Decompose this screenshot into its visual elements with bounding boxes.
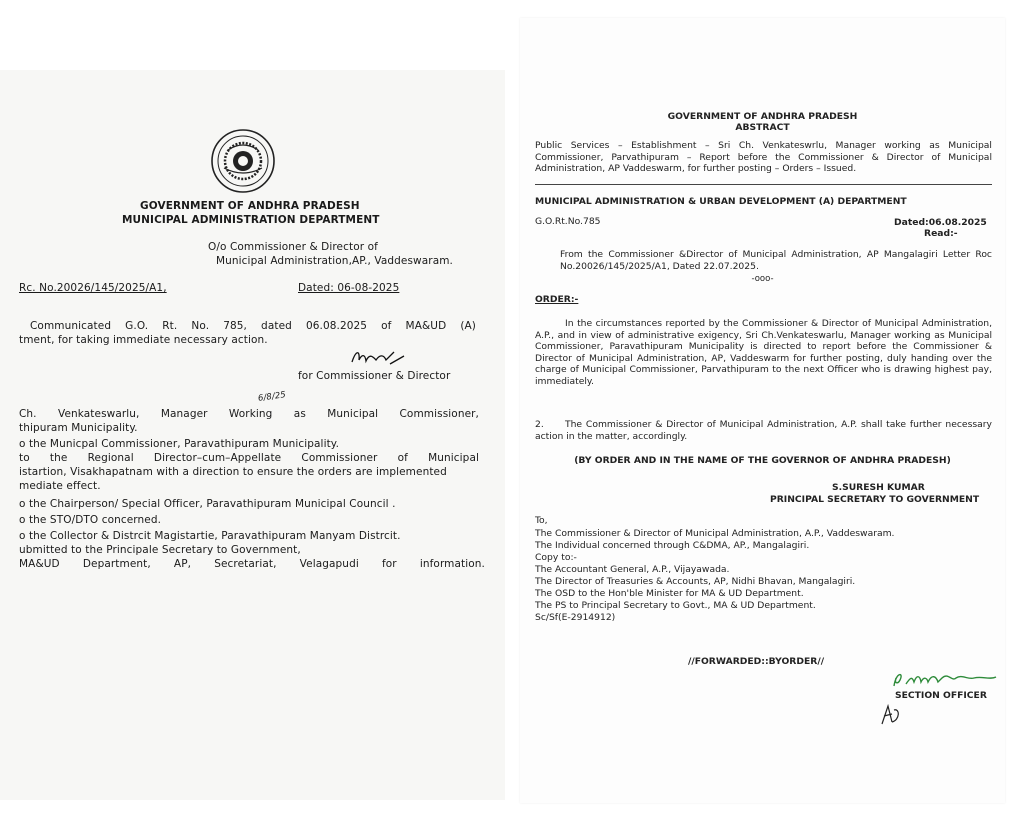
state-emblem-seal bbox=[210, 128, 276, 194]
left-to-line-1a: Ch. Venkateswarlu, Manager Working as Municipal Commissioner, bbox=[19, 408, 479, 420]
left-rc-number: Rc. No.20026/145/2025/A1, bbox=[19, 282, 167, 294]
right-order-para-2-number: 2. bbox=[535, 419, 544, 430]
right-dated: Dated:06.08.2025 bbox=[894, 217, 987, 228]
right-small-initial bbox=[878, 702, 904, 728]
right-document-page bbox=[520, 18, 1005, 803]
left-to-line-3b: istartion, Visakhapatnam with a direction to ensure the orders are implemented bbox=[19, 466, 447, 478]
left-for-commissioner: for Commissioner & Director bbox=[298, 370, 451, 382]
right-to-line-2: The Individual concerned through C&DMA, AP., Mangalagiri. bbox=[535, 540, 810, 551]
left-dept-heading: MUNICIPAL ADMINISTRATION DEPARTMENT bbox=[122, 214, 380, 226]
right-by-order: (BY ORDER AND IN THE NAME OF THE GOVERNOR OF ANDHRA PRADESH) bbox=[574, 455, 951, 466]
right-abstract-heading: ABSTRACT bbox=[735, 122, 790, 133]
left-to-line-1b: thipuram Municipality. bbox=[19, 422, 138, 434]
right-reference: From the Commissioner &Director of Municipal Administration, AP Mangalagiri Letter Roc No.20026/145/2025/A1, Dated 22.07.2025. bbox=[560, 249, 992, 272]
right-file-reference: Sc/Sf(E-2914912) bbox=[535, 612, 616, 623]
left-to-line-4: o the Chairperson/ Special Officer, Paravathipuram Municipal Council . bbox=[19, 498, 396, 510]
left-document-page bbox=[0, 70, 505, 800]
left-signature bbox=[350, 346, 410, 368]
left-body-line-2: tment, for taking immediate necessary action. bbox=[19, 334, 268, 346]
right-order-para-1: In the circumstances reported by the Commissioner & Director of Municipal Administration, A.P., and in view of administrative exigency, Sri Ch.Venkateswarlu, Manager working as Municipal Commissioner, Paravathipuram Municipality is directed to report before the Commissioner & Director of Municipal Administration, AP, Vaddeswarm for further posting, duly handing over the charge of Municipal Commissioner, Parvathipuram to the next Officer who is drawing highest pay, immediately. bbox=[535, 318, 992, 387]
left-to-line-2: o the Municpal Commissioner, Paravathipuram Municipality. bbox=[19, 438, 340, 450]
right-green-signature bbox=[890, 668, 1000, 692]
left-body-line-1: Communicated G.O. Rt. No. 785, dated 06.08.2025 of MA&UD (A) bbox=[30, 320, 476, 332]
right-order-heading: ORDER:- bbox=[535, 294, 579, 305]
right-copy-to: Copy to:- bbox=[535, 552, 577, 563]
right-subject: Public Services – Establishment – Sri Ch. Venkateswrlu, Manager working as Municipal Commissioner, Parvathipuram – Report before the Commissioner & Director of Municipal Administration, AP Vaddeswarm, for further posting – Orders – Issued. bbox=[535, 140, 992, 175]
right-copy-line-3: The OSD to the Hon'ble Minister for MA & UD Department. bbox=[535, 588, 804, 599]
right-read: Read:- bbox=[924, 228, 958, 239]
right-copy-line-1: The Accountant General, A.P., Vijayawada. bbox=[535, 564, 730, 575]
right-copy-line-4: The PS to Principal Secretary to Govt., MA & UD Department. bbox=[535, 600, 816, 611]
left-gov-heading: GOVERNMENT OF ANDHRA PRADESH bbox=[140, 200, 360, 212]
right-signatory: S.SURESH KUMAR bbox=[832, 482, 925, 493]
right-to: To, bbox=[535, 515, 548, 526]
left-dated: Dated: 06-08-2025 bbox=[298, 282, 400, 294]
left-office-line-1: O/o Commissioner & Director of bbox=[208, 241, 378, 253]
left-to-line-3c: mediate effect. bbox=[19, 480, 101, 492]
left-to-line-6: o the Collector & Distrcit Magistartie, Paravathipuram Manyam Distrcit. bbox=[19, 530, 401, 542]
right-separator-rule bbox=[535, 184, 992, 185]
left-to-line-5: o the STO/DTO concerned. bbox=[19, 514, 162, 526]
left-initial-date: 6/8/25 bbox=[257, 390, 287, 404]
right-forwarded: //FORWARDED::BYORDER// bbox=[688, 656, 825, 667]
left-to-line-3a: to the Regional Director–cum–Appellate Commissioner of Municipal bbox=[19, 452, 479, 464]
right-sep-ooo: -ooo- bbox=[751, 274, 774, 284]
right-to-line-1: The Commissioner & Director of Municipal Administration, A.P., Vaddeswaram. bbox=[535, 528, 895, 539]
left-to-line-8: MA&UD Department, AP, Secretariat, Velagapudi for information. bbox=[19, 558, 485, 570]
right-designation: PRINCIPAL SECRETARY TO GOVERNMENT bbox=[770, 494, 980, 505]
right-section-officer: SECTION OFFICER bbox=[895, 690, 987, 701]
right-go-number: G.O.Rt.No.785 bbox=[535, 216, 601, 227]
right-copy-line-2: The Director of Treasuries & Accounts, AP, Nidhi Bhavan, Mangalagiri. bbox=[535, 576, 856, 587]
right-order-para-2: The Commissioner & Director of Municipal Administration, A.P. shall take further necessary action in the matter, accordingly. bbox=[535, 419, 992, 442]
left-office-line-2: Municipal Administration,AP., Vaddeswaram. bbox=[216, 255, 453, 267]
left-to-line-7: ubmitted to the Principale Secretary to Government, bbox=[19, 544, 301, 556]
right-dept-heading: MUNICIPAL ADMINISTRATION & URBAN DEVELOPMENT (A) DEPARTMENT bbox=[535, 196, 907, 207]
right-gov-heading: GOVERNMENT OF ANDHRA PRADESH bbox=[667, 111, 858, 122]
